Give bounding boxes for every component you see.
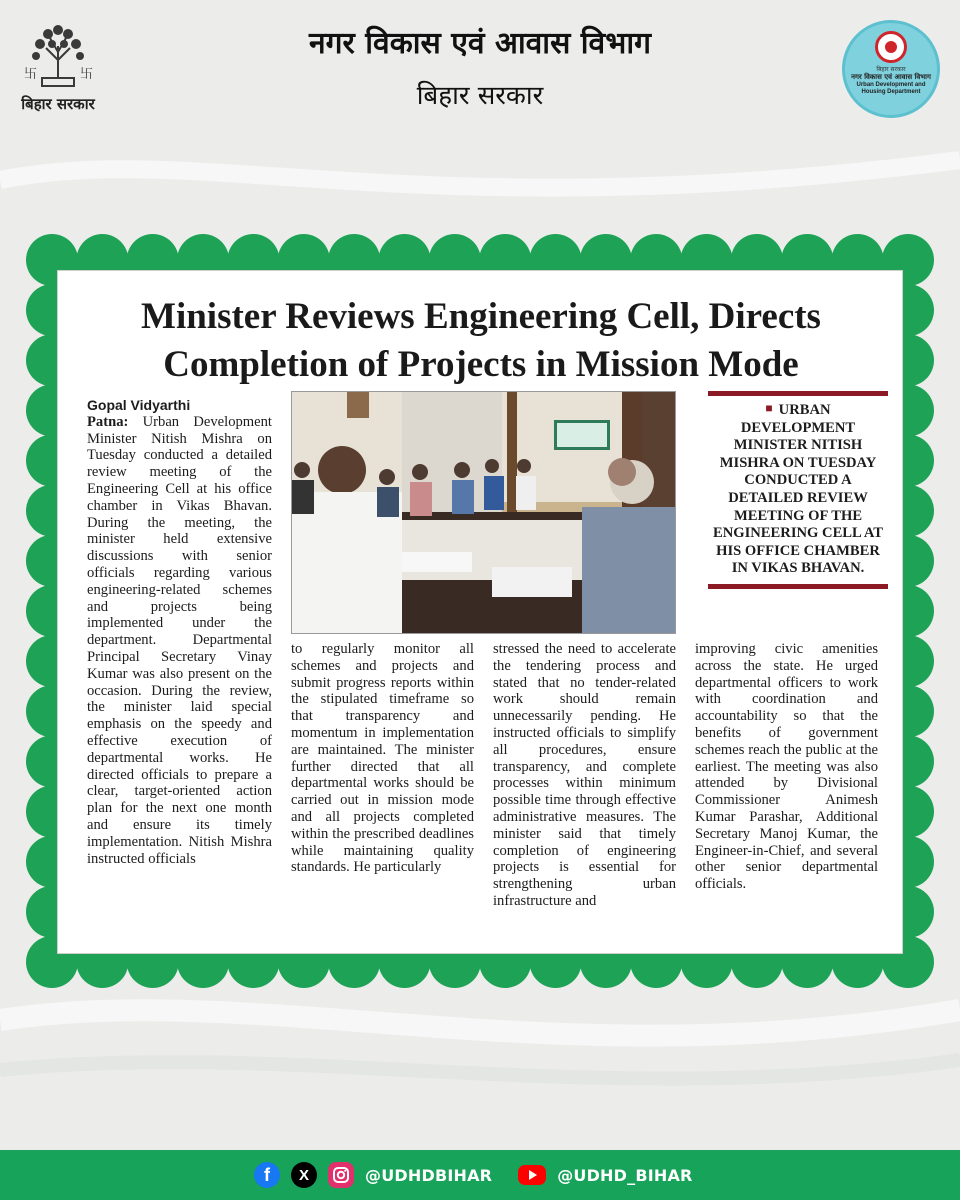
youtube-icon[interactable] (518, 1165, 546, 1185)
meeting-photo-image (292, 392, 676, 634)
right-logo-line4: Housing Department (861, 89, 921, 96)
newspaper-clipping (57, 270, 903, 954)
article-column-3 (493, 641, 676, 910)
svg-text:卐: 卐 (80, 67, 94, 82)
article-byline: Gopal Vidyarthi (87, 397, 191, 413)
column-2-text: to regularly monitor all schemes and projects and submit progress reports within the stipulated timeframe so that transparency and momentum in implementation are maintained. The minister further directed that all departmental works should be carried out in mission mode and all projects completed within the prescribed deadlines while maintaining quality standards. He particularly (291, 641, 474, 876)
social-footer (0, 1150, 960, 1200)
article-column-2 (291, 641, 474, 876)
meeting-photo (291, 391, 676, 634)
right-logo-line1: बिहार सरकार (876, 66, 906, 73)
article-column-4 (695, 641, 878, 893)
article-column-1 (87, 397, 272, 867)
column-1-text: Urban Development Minister Nitish Mishra on Tuesday conducted a detailed review meeting of the Engineering Cell at his office chamber in Vikas Bhavan. During the meeting, the minister held extensive discussions with senior officials regarding various engineering-related schemes and projects being implemented under the department. Departmental Principal Secretary Vinay Kumar was also present on the occasion. During the review, the minister laid special emphasis on the speedy and effective execution of departmental works. He directed officials to prepare a clear, target-oriented action plan for the next one month and ensure its timely implementation. Nitish Mishra instructed officials (87, 413, 272, 867)
column-3-text: stressed the need to accelerate the tendering process and stated that no tender-related work should remain unnecessarily pending. He instructed officials to simplify all procedures, ensure transparency, and complete processes within minimum possible time through effective administrative measures. The minister said that timely completion of engineering projects is essential for strengthening urban infrastructure and (493, 641, 676, 909)
left-logo-caption: बिहार सरकार (21, 95, 95, 113)
social-handle-udhd-bihar[interactable]: @UDHD_BIHAR (557, 1165, 693, 1185)
instagram-icon[interactable] (328, 1162, 354, 1188)
svg-text:卐: 卐 (24, 67, 38, 82)
x-twitter-icon[interactable]: X (291, 1162, 317, 1188)
pull-quote-bottom-rule (708, 584, 888, 589)
youtube-play-icon (526, 1169, 538, 1181)
right-logo-line3: Urban Development and (856, 82, 926, 88)
article-dateline: Patna: (87, 413, 129, 430)
social-handle-udhdbihar[interactable]: @UDHDBIHAR (365, 1165, 493, 1185)
column-4-text: improving civic amenities across the state. He urged departmental officers to work with coordination and accountability so that the benefits of government schemes reach the public at the earliest. The meeting was also attended by Divisional Commissioner Animesh Kumar Parashar, Additional Secretary Manoj Kumar, the Engineer-in-Chief, and several other senior departmental officials. (695, 641, 878, 893)
pull-quote-bullet-icon: ■ (765, 401, 773, 415)
pull-quote (708, 391, 888, 631)
facebook-icon[interactable]: f (254, 1162, 280, 1188)
headline-line-2: Completion of Projects in Mission Mode (163, 344, 799, 385)
instagram-glyph-icon (332, 1166, 350, 1184)
right-logo-line2: नगर विकास एवं आवास विभाग (851, 73, 931, 81)
pull-quote-text: URBAN DEVELOPMENT MINISTER NITISH MISHRA ON TUESDAY CONDUCTED A DETAILED REVIEW MEETING OF THE ENGINEERING CELL AT HIS OFFICE CHAMBER IN VIKAS BHAVAN. (712, 402, 884, 577)
headline-line-1: Minister Reviews Engineering Cell, Directs (141, 296, 821, 337)
department-title: नगर विकास एवं आवास विभाग (309, 26, 651, 61)
department-subtitle: बिहार सरकार (416, 81, 544, 111)
article-headline (58, 293, 904, 389)
